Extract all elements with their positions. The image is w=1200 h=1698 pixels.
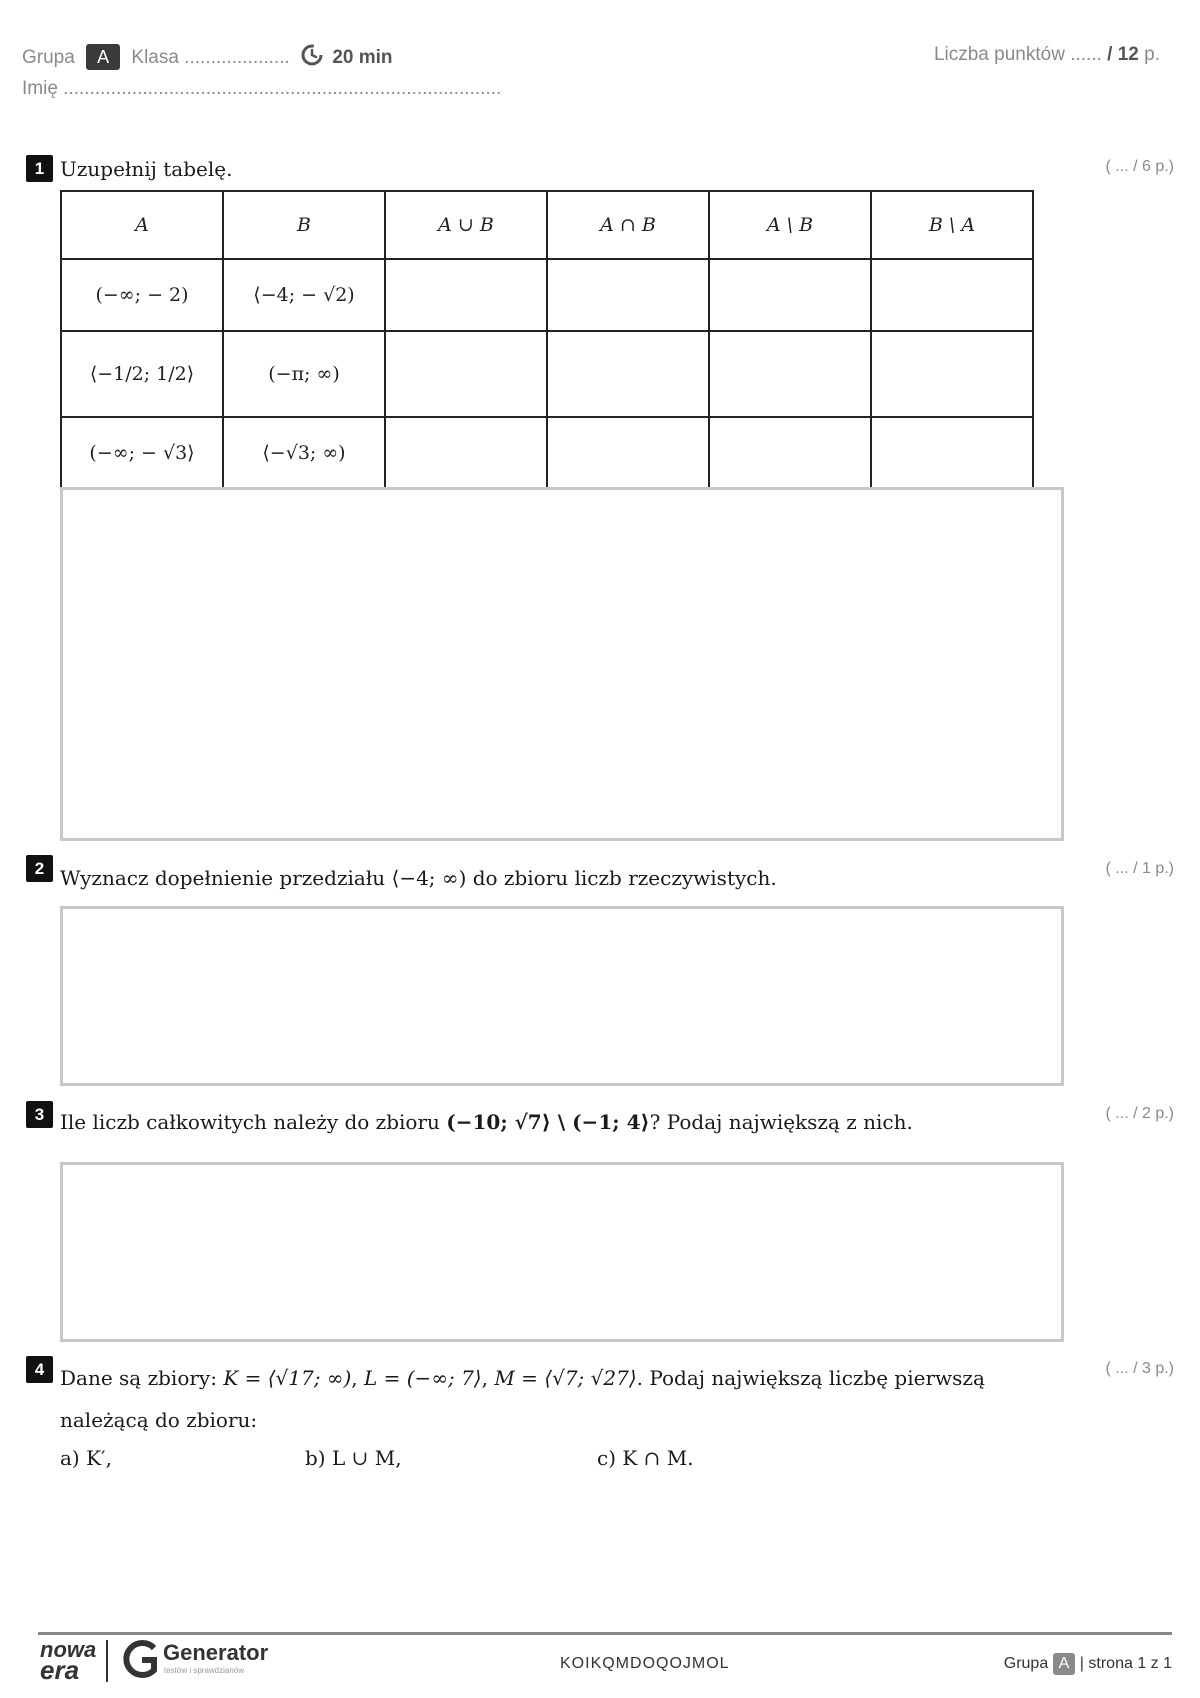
answer-cell[interactable] [871,259,1033,331]
column-header: A [61,191,223,259]
answer-box[interactable] [60,906,1064,1086]
group-badge: A [86,44,120,70]
page-number: | strona 1 z 1 [1079,1655,1172,1672]
table-row [61,331,1033,417]
answer-cell[interactable] [547,259,709,331]
set-m: M = ⟨√7; √27⟩ [494,1366,637,1390]
answer-box[interactable] [60,1162,1064,1342]
logo-nowa-text: nowa [40,1637,97,1662]
clock-icon [301,44,323,72]
nowa-era-logo [40,1637,97,1685]
task-points: ( ... / 2 p.) [1105,1105,1174,1122]
set-k: K = ⟨√17; ∞) [223,1366,352,1390]
task-number: 3 [26,1101,53,1128]
footer-page-info [1004,1653,1172,1675]
answer-cell[interactable] [709,259,871,331]
points-label: Liczba punktów ...... [933,44,1102,65]
answer-box[interactable] [60,487,1064,841]
cell-b: (−π; ∞) [223,331,385,417]
footer-divider [38,1632,1172,1635]
task-text-after: ? Podaj największą z nich. [649,1110,913,1134]
column-header: A ∩ B [547,191,709,259]
set-expression: (−10; √7⟩ \ (−1; 4⟩ [446,1110,650,1134]
answer-cell[interactable] [709,331,871,417]
task-text: Uzupełnij tabelę. [60,157,233,181]
time-limit: 20 min [332,47,393,69]
table-row [61,259,1033,331]
generator-logo-text: Generator [163,1640,269,1665]
subtask-c: c) K ∩ M. [597,1446,694,1470]
generator-g-icon [120,1638,160,1685]
task-number: 4 [26,1356,53,1383]
cell-a: (−∞; − 2) [61,259,223,331]
answer-cell[interactable] [547,331,709,417]
task-text: Dane są zbiory: K = ⟨√17; ∞), L = (−∞; 7⟩, M = ⟨√7; √27⟩. Podaj największą liczbę pierwszą [60,1366,985,1390]
logo-separator [106,1640,108,1682]
task-text-end: . Podaj największą liczbę pierwszą [636,1366,985,1390]
group-label: Grupa [22,47,75,69]
cell-b: ⟨−4; − √2) [223,259,385,331]
subtask-a: a) K′, [60,1446,112,1470]
subtask-b: b) L ∪ M, [305,1446,402,1470]
logo-era-text: era [40,1655,80,1685]
answer-cell[interactable] [385,417,547,489]
column-header: B [223,191,385,259]
answer-cell[interactable] [547,417,709,489]
task-points: ( ... / 3 p.) [1105,1360,1174,1377]
answer-cell[interactable] [871,417,1033,489]
task-points: ( ... / 6 p.) [1105,158,1174,175]
footer-group-badge: A [1053,1653,1076,1675]
cell-a: (−∞; − √3⟩ [61,417,223,489]
answer-cell[interactable] [385,259,547,331]
task-text-intro: Dane są zbiory: [60,1366,217,1390]
task-text [60,1110,913,1134]
answer-cell[interactable] [709,417,871,489]
task-text-before: Ile liczb całkowitych należy do zbioru [60,1110,440,1134]
points-suffix: p. [1144,44,1160,65]
answer-cell[interactable] [385,331,547,417]
task-number: 1 [26,155,53,182]
task-number: 2 [26,855,53,882]
column-header: A ∪ B [385,191,547,259]
header-row [22,44,393,72]
cell-a: ⟨−1/2; 1/2⟩ [61,331,223,417]
cell-b: ⟨−√3; ∞) [223,417,385,489]
set-l: L = (−∞; 7⟩ [364,1366,482,1390]
table-row [61,417,1033,489]
task-points: ( ... / 1 p.) [1105,860,1174,877]
points-total: / 12 [1107,44,1139,65]
name-field[interactable]: Imię ................................................................................... [22,78,502,99]
task-text-line2: należącą do zbioru: [60,1408,258,1432]
answer-cell[interactable] [871,331,1033,417]
sets-table [60,190,1034,490]
points-summary [934,44,1160,66]
test-code: KOIKQMDOQOJMOL [560,1655,730,1672]
task-text: Wyznacz dopełnienie przedziału ⟨−4; ∞) do zbioru liczb rzeczywistych. [60,866,777,890]
column-header: A \ B [709,191,871,259]
generator-subtitle: testów i sprawdzianów [164,1666,245,1675]
column-header: B \ A [871,191,1033,259]
footer-group-label: Grupa [1003,1655,1049,1672]
table-header-row [61,191,1033,259]
class-field[interactable]: Klasa .................... [131,47,290,69]
